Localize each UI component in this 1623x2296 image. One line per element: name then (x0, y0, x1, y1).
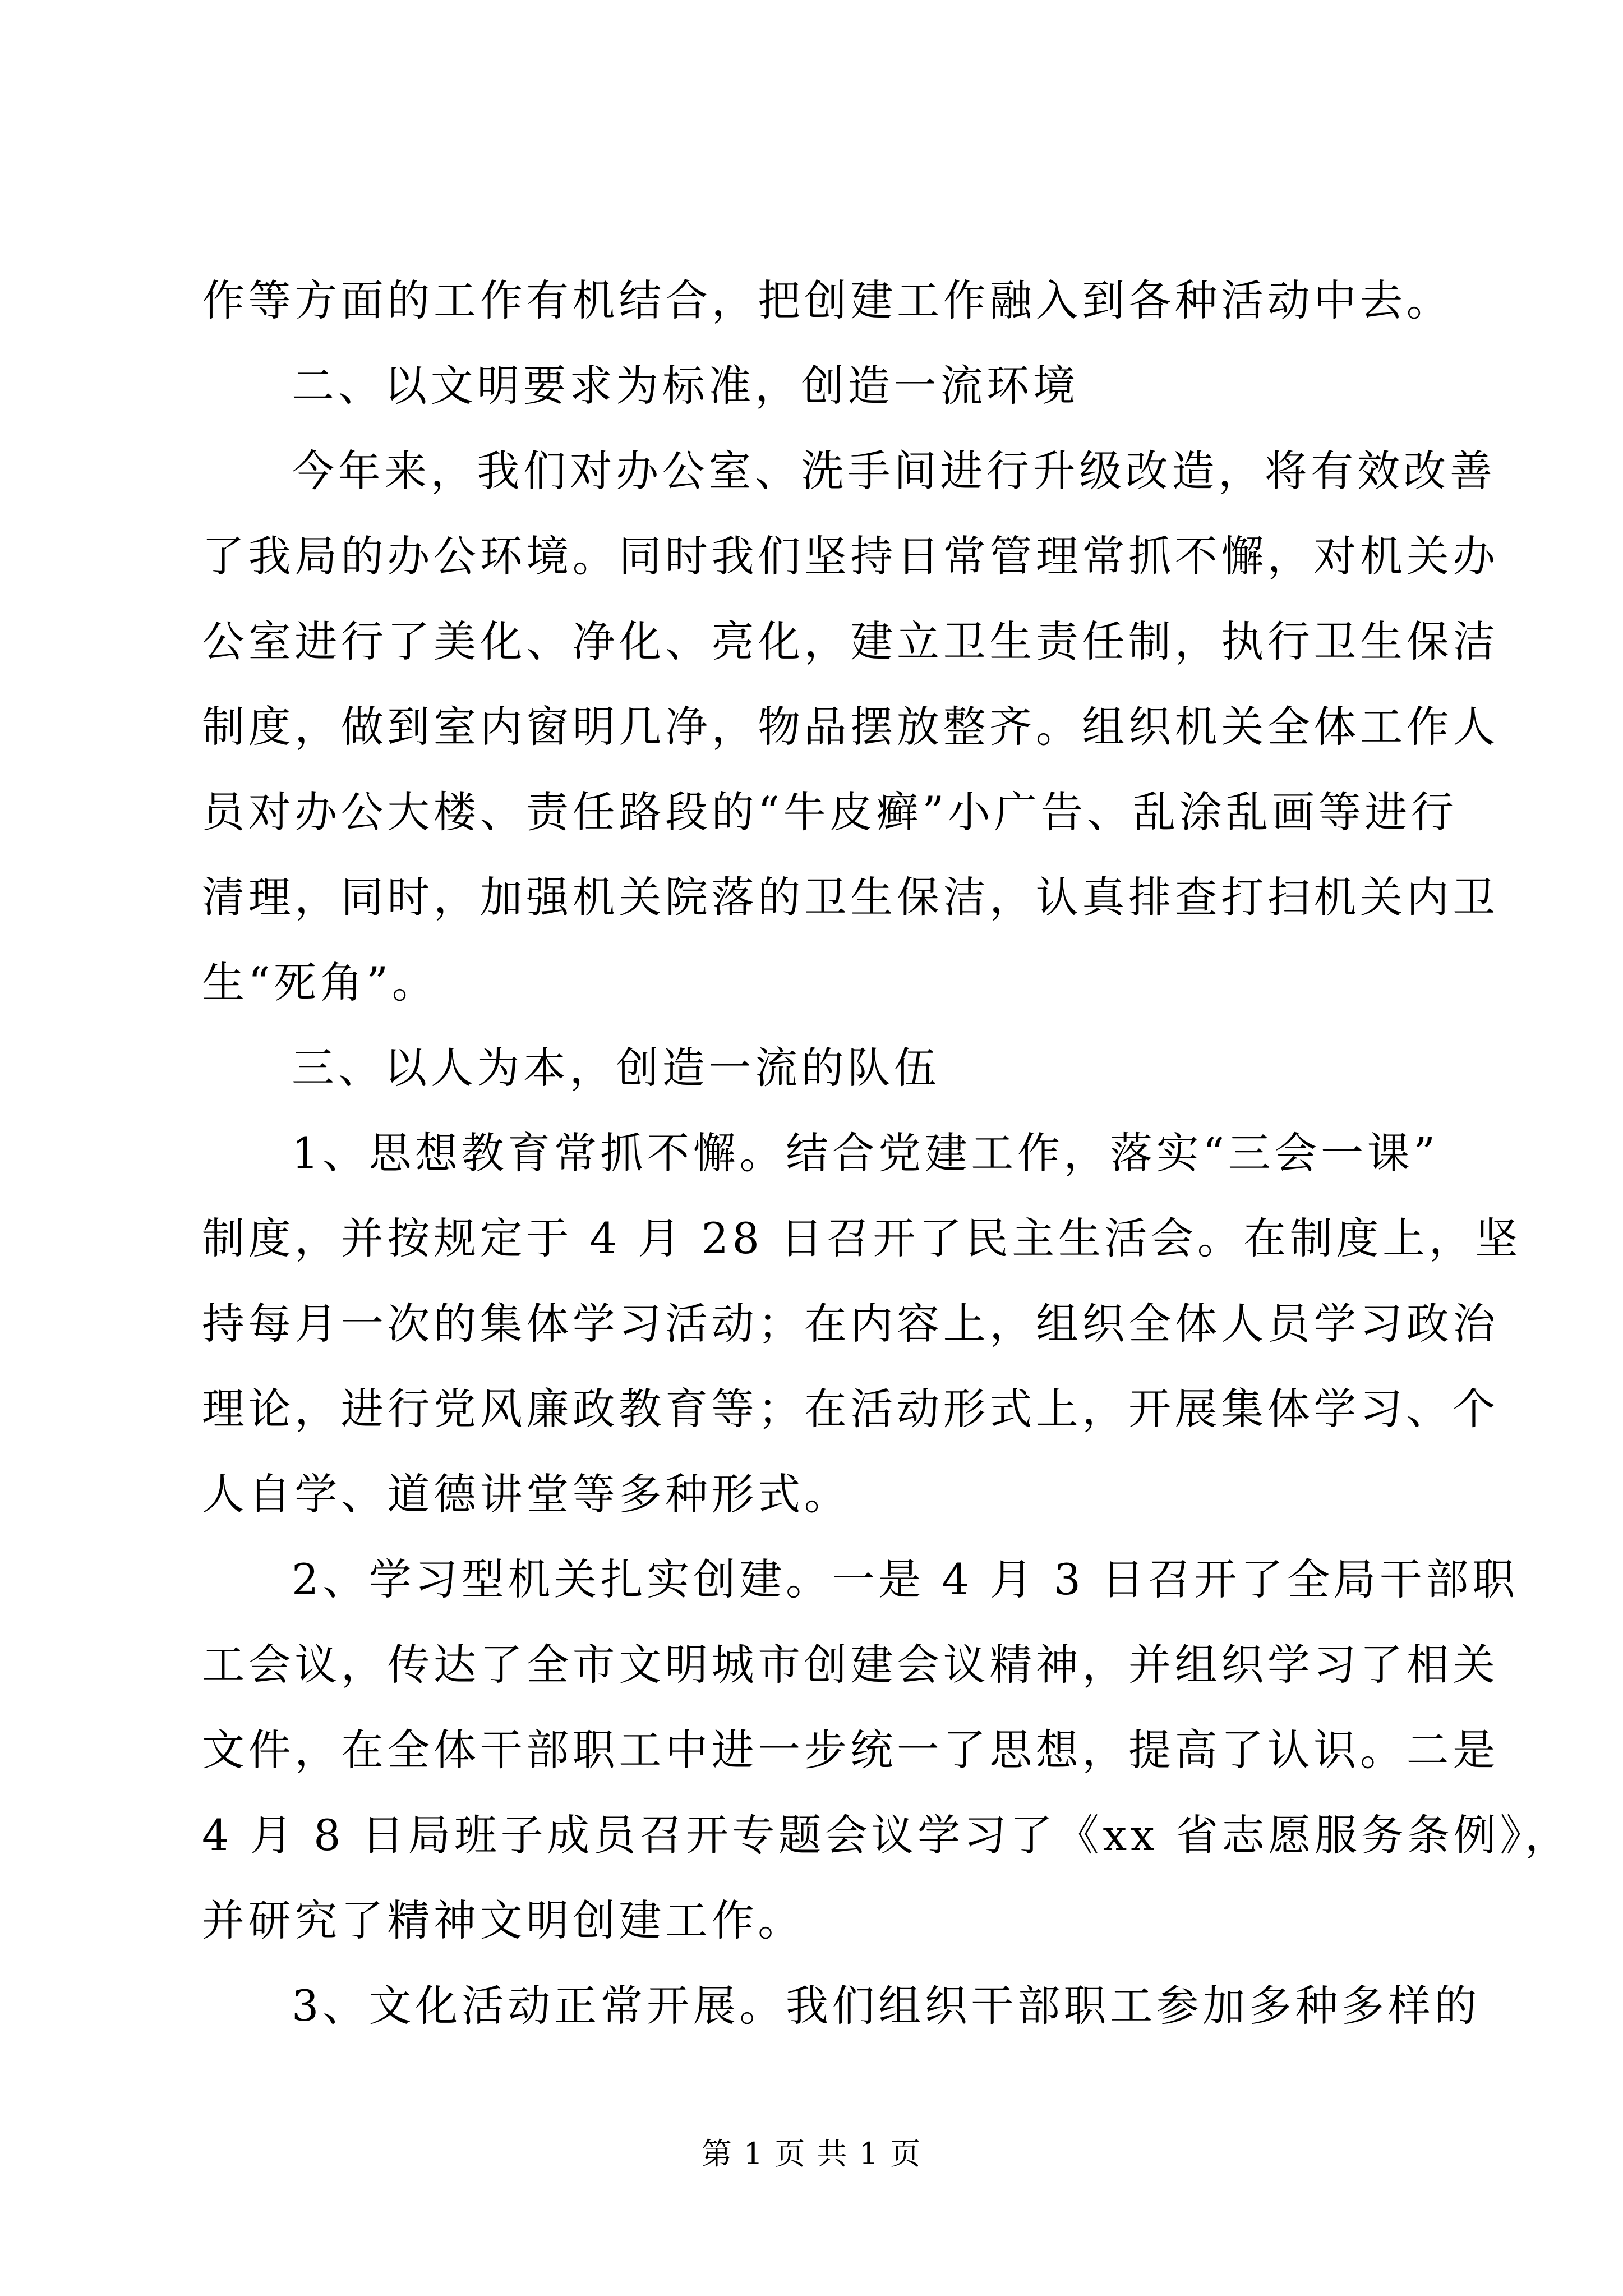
body-line-16: 2、学习型机关扎实创建。一是 4 月 3 日召开了全局干部职 (292, 1554, 1519, 1604)
page-footer (0, 2132, 1623, 2177)
page-number-label: 第 1 页 共 1 页 (701, 2136, 922, 2171)
body-line-18: 文件，在全体干部职工中进一步统一了思想，提高了认识。二是 (202, 1725, 1499, 1775)
section-heading-3: 三、以人为本，创造一流的队伍 (292, 1043, 940, 1093)
body-line-11: 1、思想教育常抓不懈。结合党建工作，落实“三会一课” (292, 1128, 1439, 1178)
body-line-9: 生“死角”。 (202, 958, 439, 1007)
body-line-3: 今年来，我们对办公室、洗手间进行升级改造，将有效改善 (292, 446, 1496, 496)
body-line-5: 公室进行了美化、净化、亮化，建立卫生责任制，执行卫生保洁 (202, 616, 1499, 666)
body-line-1: 作等方面的工作有机结合，把创建工作融入到各种活动中去。 (202, 275, 1453, 325)
document-body (202, 258, 1571, 2049)
section-heading-2: 二、以文明要求为标准，创造一流环境 (292, 361, 1080, 411)
body-line-19: 4 月 8 日局班子成员召开专题会议学习了《xx 省志愿服务条例》， (202, 1810, 1571, 1860)
body-line-15: 人自学、道德讲堂等多种形式。 (202, 1469, 851, 1519)
body-line-8: 清理，同时，加强机关院落的卫生保洁，认真排查打扫机关内卫 (202, 872, 1499, 922)
body-line-20: 并研究了精神文明创建工作。 (202, 1895, 804, 1945)
body-line-7: 员对办公大楼、责任路段的“牛皮癣”小广告、乱涂乱画等进行 (202, 787, 1458, 837)
body-line-21: 3、文化活动正常开展。我们组织干部职工参加多种多样的 (292, 1981, 1481, 2031)
body-line-4: 了我局的办公环境。同时我们坚持日常管理常抓不懈，对机关办 (202, 531, 1499, 581)
body-line-13: 持每月一次的集体学习活动；在内容上，组织全体人员学习政治 (202, 1299, 1499, 1349)
body-line-17: 工会议，传达了全市文明城市创建会议精神，并组织学习了相关 (202, 1640, 1499, 1690)
body-line-14: 理论，进行党风廉政教育等；在活动形式上，开展集体学习、个 (202, 1384, 1499, 1434)
body-line-6: 制度，做到室内窗明几净，物品摆放整齐。组织机关全体工作人 (202, 702, 1499, 752)
body-line-12: 制度，并按规定于 4 月 28 日召开了民主生活会。在制度上，坚 (202, 1213, 1521, 1263)
